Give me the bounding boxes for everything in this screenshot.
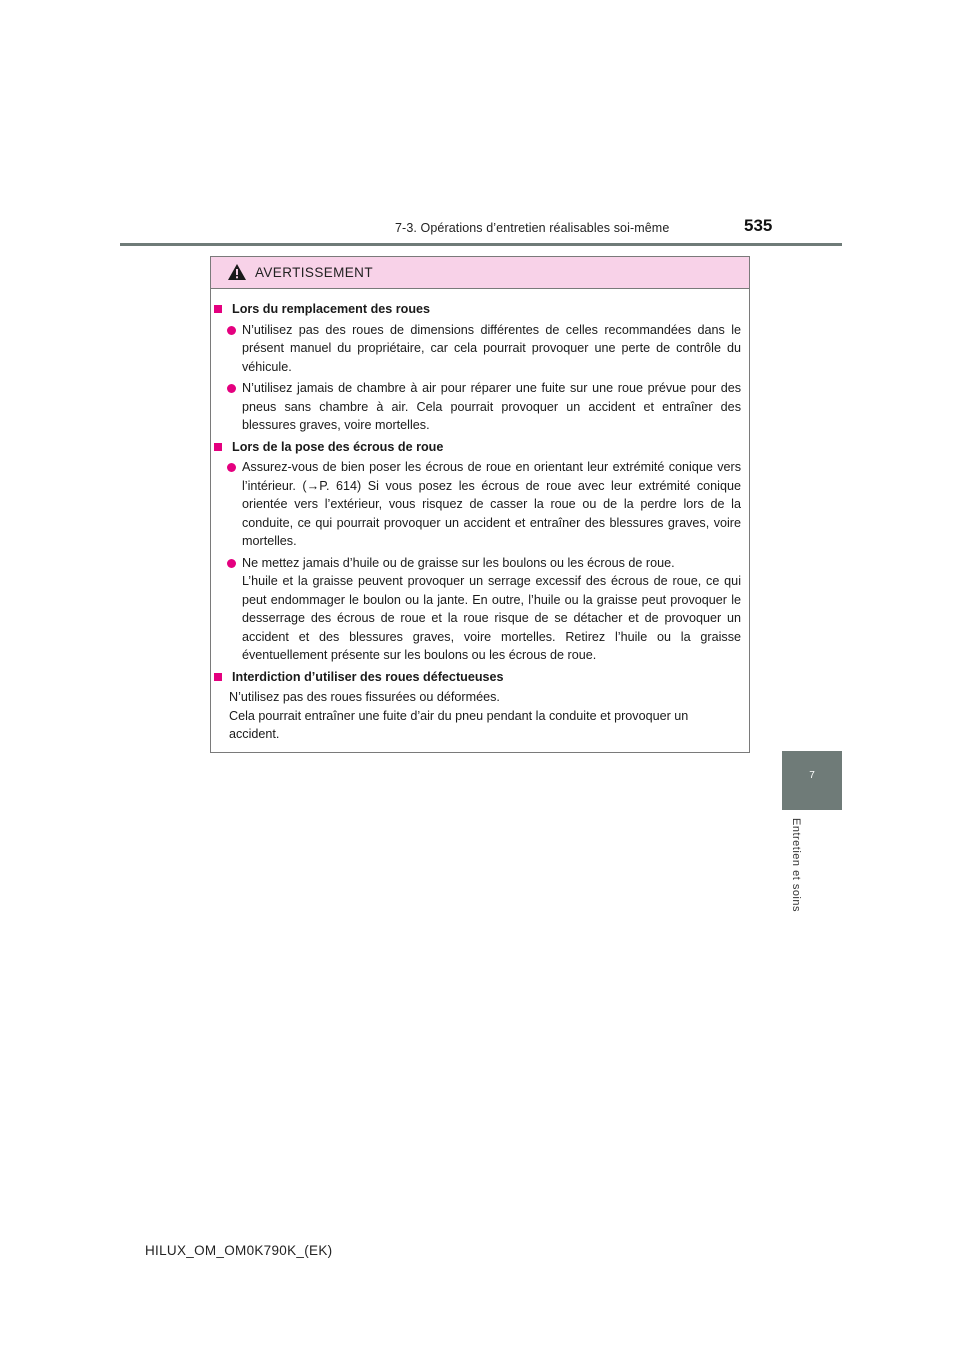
bullet-text: N’utilisez jamais de chambre à air pour réparer une fuite sur une roue prévue pour des pneus sans chambre à air. Cela pourrait provoquer un accident et entraîner des blessures graves, voire mortelles. <box>242 381 741 432</box>
section-heading-text: Lors du remplacement des roues <box>232 302 431 316</box>
bullet-item <box>211 379 749 435</box>
bullet-text: Ne mettez jamais d’huile ou de graisse sur les boulons ou les écrous de roue. <box>242 555 675 570</box>
section-heading-text: Lors de la pose des écrous de roue <box>232 439 444 454</box>
warning-triangle-icon <box>227 263 247 281</box>
warning-header <box>211 257 749 289</box>
chapter-number: 7 <box>809 770 815 781</box>
bullet-item <box>211 554 749 573</box>
bullet-text: Assurez-vous de bien poser les écrous de roue en orientant leur extrémité conique vers l’intérieur. (→P. 614) Si vous posez les écrous de roue avec leur extrémité conique orientée vers l’extérieur, vous risquez de casser la roue ou de la perdre lors de la conduite, ce qui pourrait provoquer un accident et entraîner des blessures graves, voire mortelles. <box>242 460 741 548</box>
warning-body <box>211 289 749 747</box>
bullet-paragraph: L’huile et la graisse peuvent provoquer un serrage excessif des écrous de roue, ce qui peut endommager le boulon ou la jante. En outre, l’huile ou la graisse peut provoquer le desserrage des écrous de roue et la roue risque de se détacher et de provoquer un accident et des blessures graves, voire mortelles. Retirez l’huile ou la graisse éventuellement présente sur les boulons ou les écrous de roue. <box>242 574 741 662</box>
bullet-item <box>211 321 749 377</box>
pink-square-icon <box>214 673 222 681</box>
page-number: 535 <box>744 216 773 235</box>
pink-dot-icon <box>227 559 236 568</box>
body-text: N’utilisez pas des roues fissurées ou déformées. <box>229 690 500 704</box>
pink-dot-icon <box>227 463 236 472</box>
header-rule <box>120 243 842 246</box>
bullet-item <box>211 458 749 551</box>
section-title: 7-3. Opérations d’entretien réalisables soi-même <box>395 221 670 235</box>
pink-dot-icon <box>227 384 236 393</box>
pink-square-icon <box>214 443 222 451</box>
section-heading <box>214 300 749 319</box>
chapter-tab <box>782 751 842 810</box>
warning-title: AVERTISSEMENT <box>255 265 373 280</box>
section-heading <box>214 438 749 457</box>
chapter-title: Entretien et soins <box>790 818 802 912</box>
bullet-text: N’utilisez pas des roues de dimensions différentes de celles recommandées dans le présent manuel du propriétaire, car cela pourrait provoquer une perte de contrôle du véhicule. <box>242 322 741 374</box>
warning-box <box>210 256 750 753</box>
document-code: HILUX_OM_OM0K790K_(EK) <box>145 1243 333 1258</box>
pink-dot-icon <box>227 326 236 335</box>
section-heading-text: Interdiction d’utiliser des roues défectueuses <box>232 669 504 684</box>
section-heading <box>214 668 749 687</box>
body-text: Cela pourrait entraîner une fuite d’air du pneu pendant la conduite et provoquer un accident. <box>229 708 689 741</box>
pink-square-icon <box>214 305 222 313</box>
